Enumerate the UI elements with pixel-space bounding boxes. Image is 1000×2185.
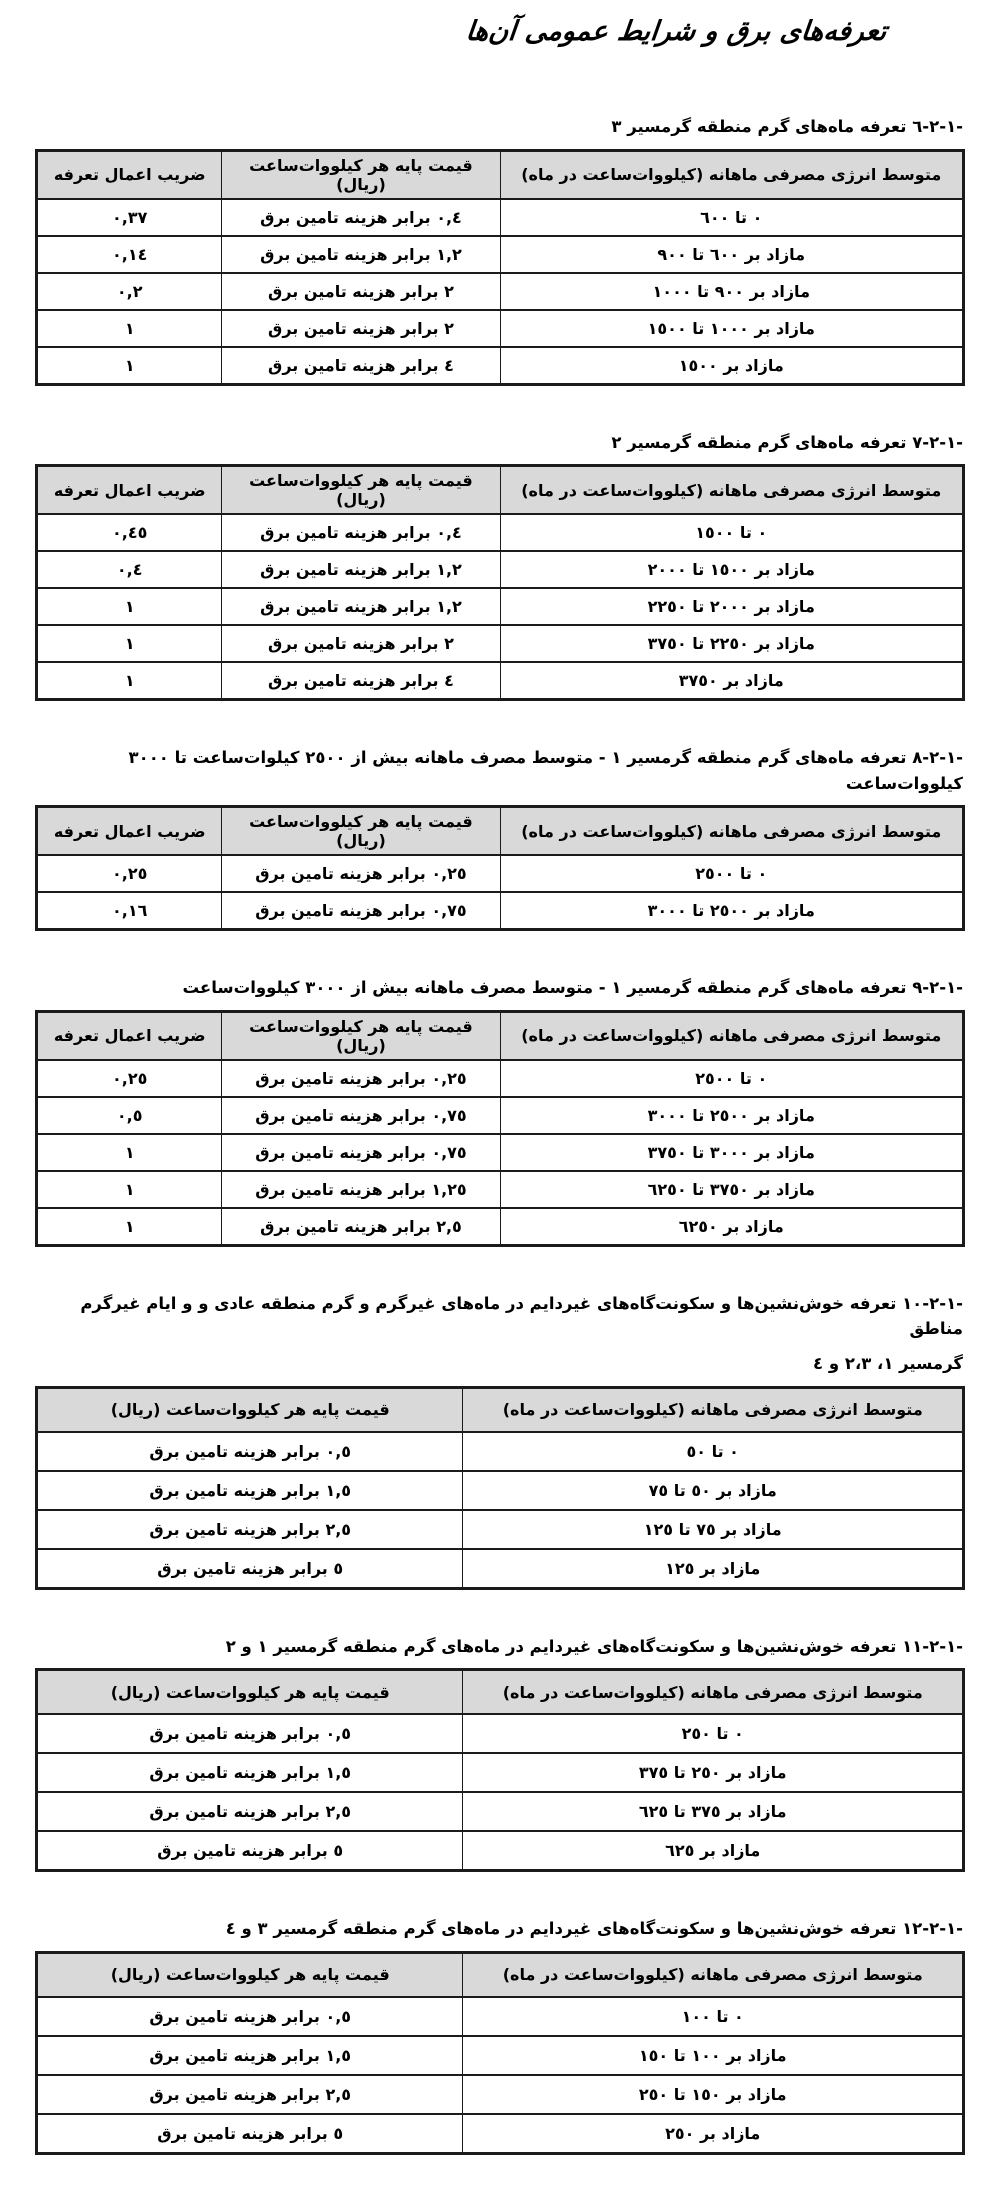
cell-price: ٥ برابر هزینه تامین برق [37, 1549, 463, 1589]
table-row [37, 551, 964, 588]
cell-price: ٢,٥ برابر هزینه تامین برق [37, 1510, 463, 1549]
table-row [37, 1060, 964, 1097]
table-header-row [37, 1670, 964, 1715]
cell-price: ٠,٤ برابر هزینه تامین برق [222, 514, 500, 551]
header-cell-consumption: متوسط انرژی مصرفی ماهانه (کیلووات‌ساعت در ماه) [500, 466, 964, 515]
cell-consumption: مازاد بر ٢٥٠ [463, 2114, 964, 2154]
table-header-row [37, 1952, 964, 1997]
cell-coefficient: ٠,٤ [37, 551, 222, 588]
section-title-text: تعرفه ماه‌های گرم منطقه گرمسیر ٢ [611, 432, 907, 452]
cell-consumption: مازاد بر ٢٥٠٠ تا ٣٠٠٠ [500, 1097, 964, 1134]
cell-consumption: مازاد بر ٦٢٥٠ [500, 1208, 964, 1246]
table-body [37, 1997, 964, 2154]
table-header-row [37, 150, 964, 199]
table-row [37, 1171, 964, 1208]
header-cell-price: قیمت پایه هر کیلووات‌ساعت (ریال) [222, 150, 500, 199]
cell-consumption: مازاد بر ٢٠٠٠ تا ٢٢٥٠ [500, 588, 964, 625]
section-title-text: تعرفه خوش‌نشین‌ها و سکونت‌گاه‌های غیردایم در ماه‌های غیرگرم و گرم منطقه عادی و و ایام غیرگرم مناطق [80, 1293, 963, 1339]
table-row [37, 273, 964, 310]
section-title-text: تعرفه ماه‌های گرم منطقه گرمسیر ١ - متوسط مصرف ماهانه بیش از ٣٠٠٠ کیلووات‌ساعت [182, 978, 907, 998]
table-row [37, 892, 964, 930]
section-title [35, 1291, 963, 1342]
table-row [37, 588, 964, 625]
table-row [37, 1997, 964, 2036]
cell-price: ٠,٥ برابر هزینه تامین برق [37, 1997, 463, 2036]
table-header-row [37, 1387, 964, 1432]
section-number: ١-٢-٩- [912, 978, 963, 998]
table-row [37, 1510, 964, 1549]
section-number: ١-٢-٧- [912, 432, 963, 452]
table-body [37, 199, 964, 385]
section [35, 430, 965, 702]
section-number: ١-٢-١٠- [902, 1293, 963, 1313]
cell-price: ١,٢ برابر هزینه تامین برق [222, 588, 500, 625]
section [35, 1291, 965, 1590]
section-title [35, 745, 963, 796]
section [35, 1916, 965, 2155]
cell-price: ٥ برابر هزینه تامین برق [37, 1831, 463, 1871]
table-row [37, 662, 964, 700]
cell-consumption: مازاد بر ٢٢٥٠ تا ٣٧٥٠ [500, 625, 964, 662]
cell-consumption: مازاد بر ١٠٠ تا ١٥٠ [463, 2036, 964, 2075]
header-cell-coefficient: ضریب اعمال تعرفه [37, 150, 222, 199]
table-row [37, 236, 964, 273]
cell-price: ٢ برابر هزینه تامین برق [222, 273, 500, 310]
table-row [37, 1432, 964, 1471]
cell-price: ٠,٥ برابر هزینه تامین برق [37, 1432, 463, 1471]
section-title [35, 114, 963, 140]
table-row [37, 1134, 964, 1171]
cell-coefficient: ١ [37, 310, 222, 347]
cell-price: ٤ برابر هزینه تامین برق [222, 662, 500, 700]
section-title-text: تعرفه ماه‌های گرم منطقه گرمسیر ١ - متوسط مصرف ماهانه بیش از ٢٥٠٠ کیلوات‌ساعت تا ٣٠٠٠ کیلووات‌ساعت [128, 748, 963, 793]
header-cell-consumption: متوسط انرژی مصرفی ماهانه (کیلووات‌ساعت در ماه) [500, 1011, 964, 1060]
header-cell-consumption: متوسط انرژی مصرفی ماهانه (کیلووات‌ساعت در ماه) [500, 807, 964, 856]
cell-price: ٢ برابر هزینه تامین برق [222, 625, 500, 662]
table-head [37, 466, 964, 515]
tariff-table [35, 1386, 965, 1590]
table-head [37, 1387, 964, 1432]
cell-consumption: ٠ تا ٦٠٠ [500, 199, 964, 236]
cell-consumption: مازاد بر ٥٠ تا ٧٥ [463, 1471, 964, 1510]
cell-price: ٠,٥ برابر هزینه تامین برق [37, 1714, 463, 1753]
table-head [37, 1670, 964, 1715]
tariff-table [35, 149, 965, 386]
cell-coefficient: ١ [37, 1208, 222, 1246]
cell-price: ١,٥ برابر هزینه تامین برق [37, 1471, 463, 1510]
cell-price: ٢,٥ برابر هزینه تامین برق [37, 2075, 463, 2114]
header-cell-price: قیمت پایه هر کیلووات‌ساعت (ریال) [222, 466, 500, 515]
table-row [37, 514, 964, 551]
cell-coefficient: ٠,٣٧ [37, 199, 222, 236]
cell-consumption: ٠ تا ١٥٠٠ [500, 514, 964, 551]
cell-price: ٠,٢٥ برابر هزینه تامین برق [222, 855, 500, 892]
section-title-line2: گرمسیر ١، ٢،٣ و ٤ [813, 1353, 963, 1373]
section-title-text: تعرفه خوش‌نشین‌ها و سکونت‌گاه‌های غیردایم در ماه‌های گرم منطقه گرمسیر ٣ و ٤ [225, 1919, 897, 1939]
table-header-row [37, 1011, 964, 1060]
table-body [37, 855, 964, 930]
cell-consumption: مازاد بر ١٥٠٠ تا ٢٠٠٠ [500, 551, 964, 588]
section-title [35, 1916, 963, 1942]
table-head [37, 1952, 964, 1997]
header-cell-coefficient: ضریب اعمال تعرفه [37, 807, 222, 856]
cell-coefficient: ١ [37, 625, 222, 662]
table-row [37, 310, 964, 347]
tariff-table [35, 1668, 965, 1872]
cell-coefficient: ١ [37, 1171, 222, 1208]
table-body [37, 514, 964, 700]
cell-coefficient: ١ [37, 662, 222, 700]
table-row [37, 1549, 964, 1589]
tariff-table [35, 1951, 965, 2155]
cell-coefficient: ١ [37, 588, 222, 625]
table-head [37, 807, 964, 856]
header-cell-consumption: متوسط انرژی مصرفی ماهانه (کیلووات‌ساعت در ماه) [500, 150, 964, 199]
table-row [37, 2114, 964, 2154]
table-row [37, 2036, 964, 2075]
table-row [37, 2075, 964, 2114]
table-body [37, 1432, 964, 1589]
section [35, 114, 965, 386]
header-cell-price: قیمت پایه هر کیلووات‌ساعت (ریال) [222, 807, 500, 856]
cell-price: ٢ برابر هزینه تامین برق [222, 310, 500, 347]
section [35, 1634, 965, 1873]
section-title [35, 1634, 963, 1660]
cell-price: ١,٢٥ برابر هزینه تامین برق [222, 1171, 500, 1208]
cell-consumption: مازاد بر ٢٥٠ تا ٣٧٥ [463, 1753, 964, 1792]
table-header-row [37, 466, 964, 515]
cell-consumption: مازاد بر ٧٥ تا ١٢٥ [463, 1510, 964, 1549]
table-row [37, 625, 964, 662]
cell-consumption: مازاد بر ٦٠٠ تا ٩٠٠ [500, 236, 964, 273]
header-cell-price: قیمت پایه هر کیلووات‌ساعت (ریال) [222, 1011, 500, 1060]
cell-price: ٠,٧٥ برابر هزینه تامین برق [222, 1134, 500, 1171]
cell-price: ١,٢ برابر هزینه تامین برق [222, 551, 500, 588]
cell-price: ١,٢ برابر هزینه تامین برق [222, 236, 500, 273]
header-cell-consumption: متوسط انرژی مصرفی ماهانه (کیلووات‌ساعت در ماه) [463, 1670, 964, 1715]
cell-coefficient: ١ [37, 1134, 222, 1171]
section-number: ١-٢-٦- [912, 117, 963, 136]
cell-consumption: ٠ تا ٢٥٠ [463, 1714, 964, 1753]
table-row [37, 1792, 964, 1831]
cell-consumption: مازاد بر ٩٠٠ تا ١٠٠٠ [500, 273, 964, 310]
cell-consumption: مازاد بر ١٥٠ تا ٢٥٠ [463, 2075, 964, 2114]
header-cell-consumption: متوسط انرژی مصرفی ماهانه (کیلووات‌ساعت در ماه) [463, 1387, 964, 1432]
cell-price: ١,٥ برابر هزینه تامین برق [37, 1753, 463, 1792]
cell-consumption: ٠ تا ١٠٠ [463, 1997, 964, 2036]
cell-price: ١,٥ برابر هزینه تامین برق [37, 2036, 463, 2075]
cell-price: ٠,٤ برابر هزینه تامین برق [222, 199, 500, 236]
cell-consumption: مازاد بر ٣٠٠٠ تا ٣٧٥٠ [500, 1134, 964, 1171]
cell-coefficient: ١ [37, 347, 222, 385]
cell-price: ٥ برابر هزینه تامین برق [37, 2114, 463, 2154]
cell-consumption: ٠ تا ٥٠ [463, 1432, 964, 1471]
cell-consumption: مازاد بر ٣٧٥٠ تا ٦٢٥٠ [500, 1171, 964, 1208]
section-title-text: تعرفه ماه‌های گرم منطقه گرمسیر ٣ [611, 117, 907, 136]
header-cell-price: قیمت پایه هر کیلووات‌ساعت (ریال) [37, 1670, 463, 1715]
section-title [35, 975, 963, 1001]
table-head [37, 1011, 964, 1060]
section-number: ١-٢-١٢- [902, 1919, 963, 1939]
tariff-table [35, 805, 965, 931]
cell-coefficient: ٠,٢ [37, 273, 222, 310]
calligraphy-header: تعرفه‌های برق و شرایط عمومی آن‌ها [464, 16, 889, 47]
table-row [37, 1471, 964, 1510]
cell-price: ٠,٧٥ برابر هزینه تامین برق [222, 892, 500, 930]
table-head [37, 150, 964, 199]
cell-price: ٠,٧٥ برابر هزینه تامین برق [222, 1097, 500, 1134]
table-row [37, 1208, 964, 1246]
header-cell-consumption: متوسط انرژی مصرفی ماهانه (کیلووات‌ساعت در ماه) [463, 1952, 964, 1997]
cell-coefficient: ٠,٤٥ [37, 514, 222, 551]
cell-consumption: مازاد بر ٢٥٠٠ تا ٣٠٠٠ [500, 892, 964, 930]
table-row [37, 199, 964, 236]
table-row [37, 1753, 964, 1792]
header-cell-price: قیمت پایه هر کیلووات‌ساعت (ریال) [37, 1387, 463, 1432]
cell-consumption: مازاد بر ١٠٠٠ تا ١٥٠٠ [500, 310, 964, 347]
table-header-row [37, 807, 964, 856]
cell-consumption: مازاد بر ٦٢٥ [463, 1831, 964, 1871]
tariff-table [35, 1010, 965, 1247]
sections-container [35, 114, 965, 2155]
cell-consumption: مازاد بر ١٥٠٠ [500, 347, 964, 385]
cell-price: ٤ برابر هزینه تامین برق [222, 347, 500, 385]
table-body [37, 1060, 964, 1246]
cell-coefficient: ٠,٢٥ [37, 1060, 222, 1097]
section-title-text: تعرفه خوش‌نشین‌ها و سکونت‌گاه‌های غیردایم در ماه‌های گرم منطقه گرمسیر ١ و ٢ [225, 1636, 897, 1656]
cell-consumption: مازاد بر ٣٧٥ تا ٦٢٥ [463, 1792, 964, 1831]
cell-price: ٢,٥ برابر هزینه تامین برق [222, 1208, 500, 1246]
cell-coefficient: ٠,٢٥ [37, 855, 222, 892]
table-row [37, 1097, 964, 1134]
header-cell-coefficient: ضریب اعمال تعرفه [37, 1011, 222, 1060]
cell-consumption: مازاد بر ٣٧٥٠ [500, 662, 964, 700]
header-cell-coefficient: ضریب اعمال تعرفه [37, 466, 222, 515]
cell-coefficient: ٠,٥ [37, 1097, 222, 1134]
tariff-table [35, 464, 965, 701]
section-number: ١-٢-١١- [902, 1636, 963, 1656]
cell-consumption: مازاد بر ١٢٥ [463, 1549, 964, 1589]
cell-consumption: ٠ تا ٢٥٠٠ [500, 1060, 964, 1097]
table-row [37, 855, 964, 892]
section-number: ١-٢-٨- [912, 748, 963, 768]
table-row [37, 1831, 964, 1871]
cell-price: ٠,٢٥ برابر هزینه تامین برق [222, 1060, 500, 1097]
section-title [35, 430, 963, 456]
section [35, 745, 965, 931]
cell-price: ٢,٥ برابر هزینه تامین برق [37, 1792, 463, 1831]
table-row [37, 347, 964, 385]
cell-coefficient: ٠,١٦ [37, 892, 222, 930]
table-body [37, 1714, 964, 1871]
table-row [37, 1714, 964, 1753]
cell-coefficient: ٠,١٤ [37, 236, 222, 273]
header-cell-price: قیمت پایه هر کیلووات‌ساعت (ریال) [37, 1952, 463, 1997]
section [35, 975, 965, 1247]
cell-consumption: ٠ تا ٢٥٠٠ [500, 855, 964, 892]
